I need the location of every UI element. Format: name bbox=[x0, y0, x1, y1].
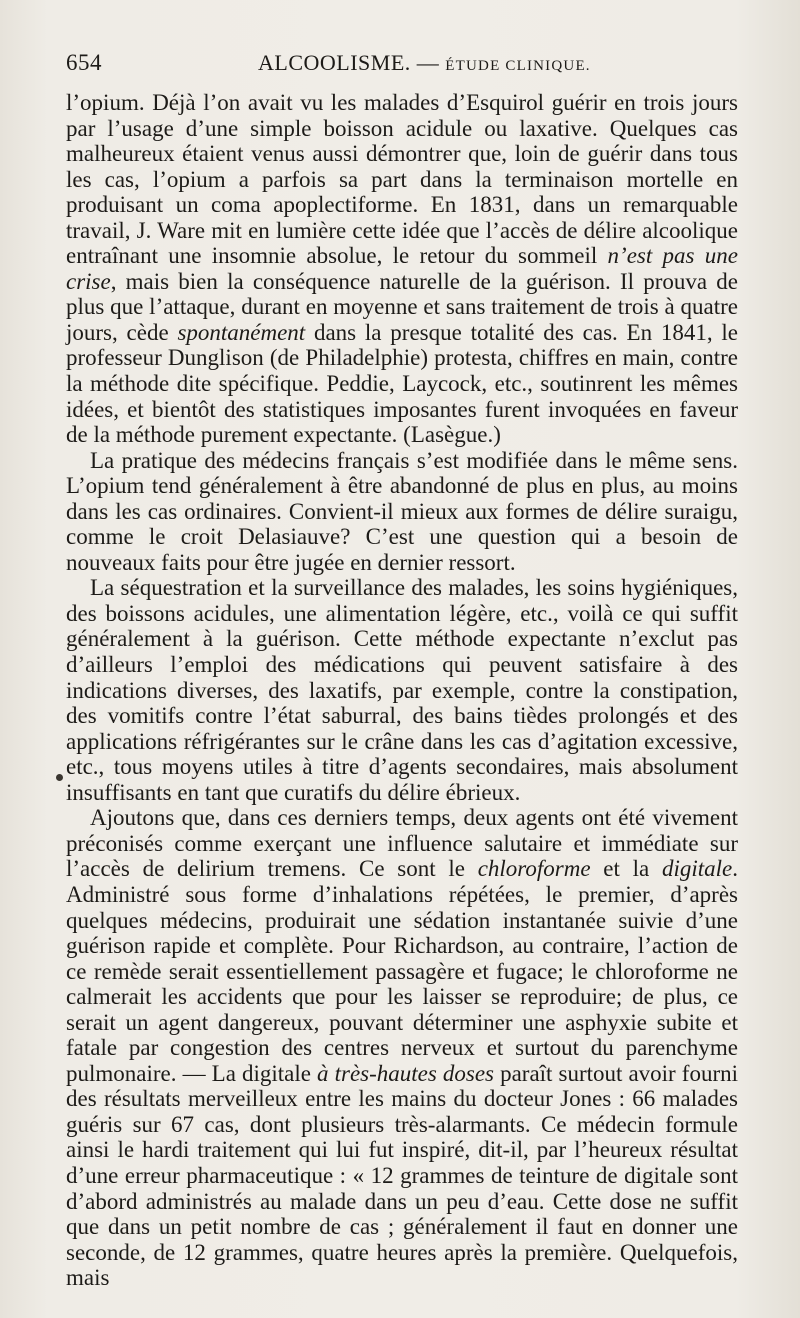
text-run: dans la presque totalité des cas. En 1841, le professeur Dunglison (de Philadelphie) protesta, chiffres en main, contre la méthode dite spécifique. Peddie, Laycock, etc., soutinrent les mêmes idées, et bientôt des statistiques imposantes furent invoquées en faveur de la méthode purement expectante. (Lasègue.) bbox=[66, 319, 738, 448]
text-run: l’opium. Déjà l’on avait vu les malades d’Esquirol guérir en trois jours par l’usage d’une simple boisson acidule ou laxative. Quelques cas malheureux étaient venus aussi démontrer que, loin de guérir dans tous les cas, l’opium a parfois sa part dans la terminaison mortelle en produisant un coma apoplectiforme. En 1831, dans un remarquable travail, J. Ware mit en lumière cette idée que l’accès de délire alcoolique entraînant une insomnie absolue, le retour du sommeil bbox=[66, 90, 738, 269]
page-number: 654 bbox=[66, 50, 102, 75]
paragraph bbox=[66, 575, 738, 805]
italic-run: digitale bbox=[661, 856, 733, 882]
chapter-title: ALCOOLISME. bbox=[258, 50, 411, 75]
text-run: paraît surtout avoir fourni des résultats merveilleux entre les mains du docteur Jones : 66 malades guéris sur 67 cas, dont plusieurs très-alarmants. Ce médecin formule ainsi le hardi traitement qui lui fut inspiré, dit-il, par l’heureux résultat d’une erreur pharmaceutique : « 12 grammes de teinture de digitale sont d’abord administrés au malade dans un peu d’eau. Cette dose ne suffit que dans un petit nombre de cas ; généralement il faut en donner une seconde, de 12 grammes, quatre heures après la première. Quelquefois, mais bbox=[66, 1060, 739, 1291]
text-run: . Administré sous forme d’inhalations répétées, le premier, d’après quelques médecins, produirait une sédation instantanée suivie d’une guérison rapide et complète. Pour Richardson, au contraire, l’action de ce remède serait essentiellement passagère et fugace; le chloroforme ne calmerait les accidents que pour les laisser se reproduire; de plus, ce serait un agent dangereux, pouvant déterminer une asphyxie subite et fatale par congestion des centres nerveux et surtout du parenchyme pulmonaire. — La digitale bbox=[66, 856, 738, 1086]
text-run: Ajoutons que, dans ces derniers temps, deux agents ont été vivement préconisés comme exerçant une influence salutaire et immédiate sur l’accès de delirium tremens. Ce sont le bbox=[66, 805, 738, 882]
text-run: La pratique des médecins français s’est modifiée dans le même sens. L’opium tend généralement à être abandonné de plus en plus, au moins dans les cas ordinaires. Convient-il mieux aux formes de délire suraigu, comme le croit Delasiauve? C’est une question qui a besoin de nouveaux faits pour être jugée en dernier ressort. bbox=[66, 447, 738, 575]
paragraph bbox=[66, 90, 738, 448]
chapter-subtitle: ÉTUDE CLINIQUE. bbox=[445, 58, 591, 74]
text-run: La séquestration et la surveillance des malades, les soins hygiéniques, des boissons acidules, une alimentation légère, etc., voilà ce qui suffit généralement à la guérison. Cette méthode expectante n’exclut pas d’ailleurs l’emploi des médications qui peuvent satisfaire à des indications diverses, des laxatifs, par exemple, contre la constipation, des vomitifs contre l’état saburral, des bains tièdes prolongés et des applications réfrigérantes sur le crâne dans les cas d’agitation excessive, etc., tous moyens utiles à titre d’agents secondaires, mais absolument insuffisants en tant que curatifs du délire ébrieux. bbox=[66, 575, 738, 805]
title-separator: — bbox=[410, 50, 446, 75]
paragraph bbox=[66, 448, 738, 576]
paragraph bbox=[66, 805, 738, 1290]
running-head bbox=[66, 50, 738, 84]
ink-blot-mark bbox=[56, 774, 63, 781]
text-run: et la bbox=[590, 856, 662, 882]
italic-run: chloroforme bbox=[477, 856, 591, 882]
italic-run: spontanément bbox=[177, 319, 306, 345]
running-title bbox=[258, 50, 591, 76]
italic-run: à très-hautes doses bbox=[317, 1060, 494, 1086]
italic-run: n’est pas une crise bbox=[66, 243, 738, 294]
body-text bbox=[66, 90, 738, 1291]
text-run: , mais bien la conséquence naturelle de la guérison. Il prouva de plus que l’attaque, durant en moyenne et sans traitement de trois à quatre jours, cède bbox=[66, 268, 738, 345]
